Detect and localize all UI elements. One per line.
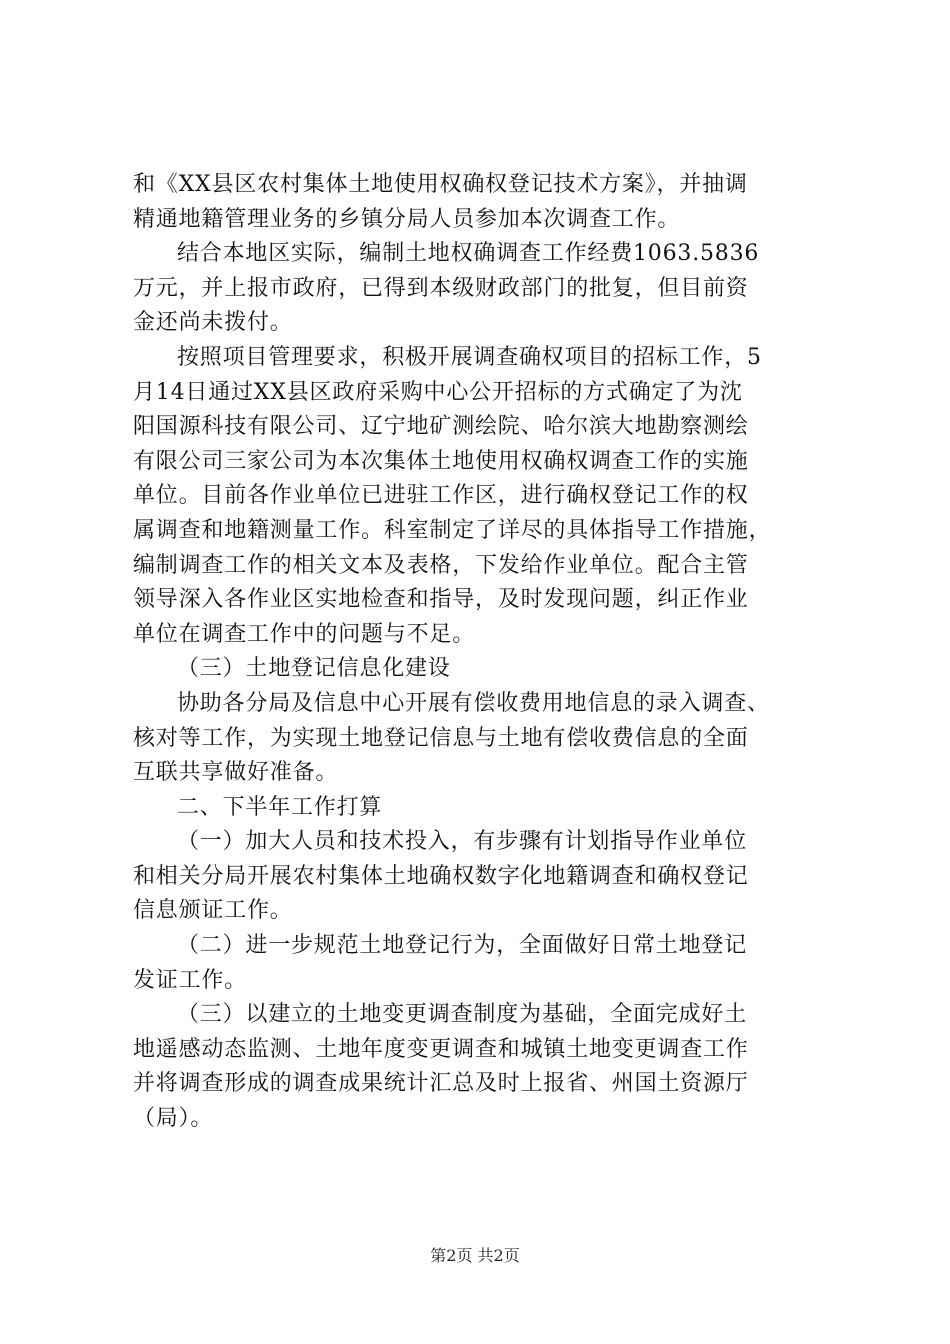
text-line: 核对等工作，为实现土地登记信息与土地有偿收费信息的全面 [133, 725, 749, 751]
text-line: 精通地籍管理业务的乡镇分局人员参加本次调查工作。 [133, 206, 681, 232]
document-body [133, 168, 833, 1137]
text-line: 和相关分局开展农村集体土地确权数字化地籍调查和确权登记 [133, 863, 749, 889]
text-line: 万元，并上报市政府，已得到本级财政部门的批复，但目前资 [133, 275, 749, 301]
text-line: 单位在调查工作中的问题与不足。 [133, 621, 476, 647]
text-line: 并将调查形成的调查成果统计汇总及时上报省、州国土资源厅 [133, 1071, 749, 1097]
text-line: （局）。 [133, 1106, 214, 1132]
text-line: 按照项目管理要求，积极开展调查确权项目的招标工作，5 [177, 344, 762, 370]
document-text [133, 168, 833, 1137]
text-line: 阳国源科技有限公司、辽宁地矿测绘院、哈尔滨大地勘察测绘 [133, 414, 749, 440]
text-line: 属调查和地籍测量工作。科室制定了详尽的具体指导工作措施， [133, 517, 772, 543]
page-footer: 第2页 共2页 [430, 1246, 520, 1265]
text-line: （三）以建立的土地变更调查制度为基础，全面完成好土 [177, 1002, 748, 1028]
text-line: 发证工作。 [133, 967, 248, 993]
text-line: （二）进一步规范土地登记行为，全面做好日常土地登记 [177, 933, 748, 959]
text-line: （三）土地登记信息化建设 [177, 656, 451, 682]
text-line: 有限公司三家公司为本次集体土地使用权确权调查工作的实施 [133, 448, 749, 474]
text-line: 结合本地区实际，编制土地权确调查工作经费1063.5836 [177, 241, 760, 267]
text-line: 月14日通过XX县区政府采购中心公开招标的方式确定了为沈 [133, 379, 743, 405]
text-line: 编制调查工作的相关文本及表格，下发给作业单位。配合主管 [133, 552, 749, 578]
text-line: 信息颁证工作。 [133, 898, 293, 924]
text-line: 单位。目前各作业单位已进驻工作区，进行确权登记工作的权 [133, 483, 749, 509]
text-line: 二、下半年工作打算 [177, 794, 383, 820]
text-line: 地遥感动态监测、土地年度变更调查和城镇土地变更调查工作 [133, 1036, 749, 1062]
text-line: 协助各分局及信息中心开展有偿收费用地信息的录入调查、 [177, 690, 770, 716]
text-line: （一）加大人员和技术投入，有步骤有计划指导作业单位 [177, 829, 748, 855]
text-line: 和《XX县区农村集体土地使用权确权登记技术方案》，并抽调 [133, 172, 748, 197]
text-line: 领导深入各作业区实地检查和指导，及时发现问题，纠正作业 [133, 587, 749, 613]
text-line: 互联共享做好准备。 [133, 760, 339, 786]
text-line: 金还尚未拨付。 [133, 310, 293, 336]
